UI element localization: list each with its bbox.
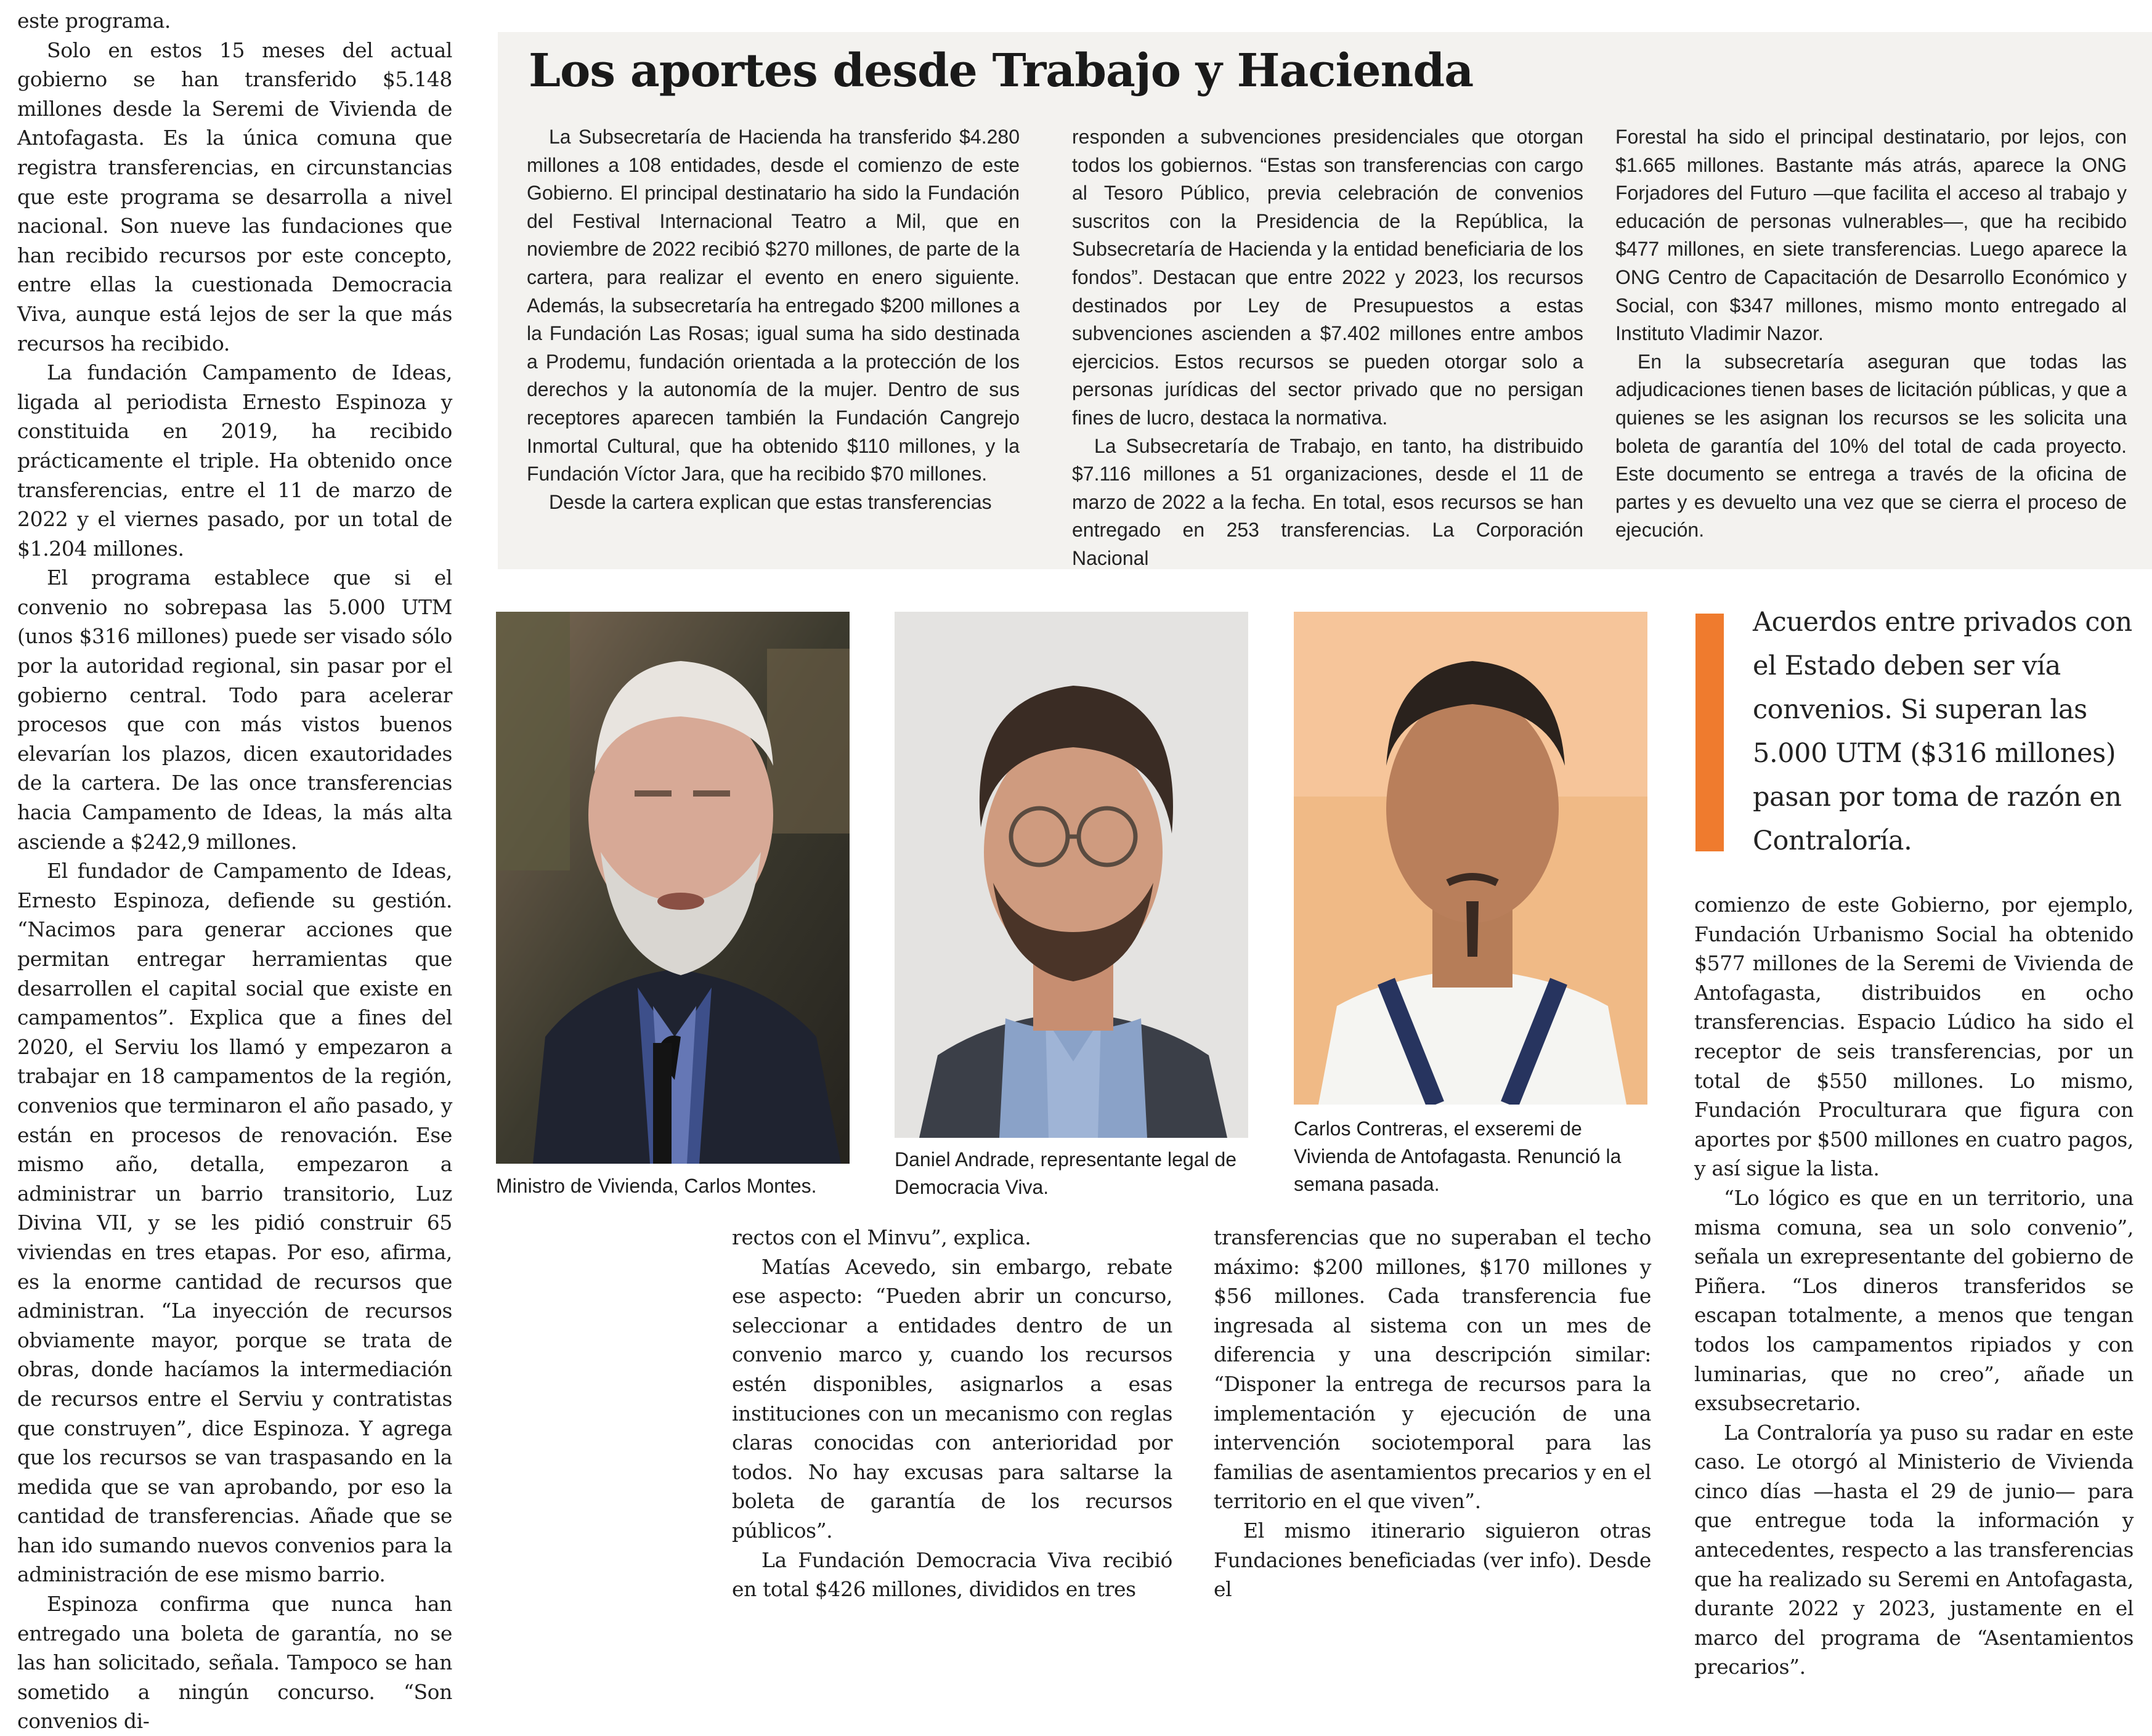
- inset-column-2: [1072, 123, 1583, 573]
- photo-daniel-andrade: [895, 612, 1248, 1138]
- col-c-para-1: El mismo itinerario siguieron otras Fundaciones beneficiadas (ver info). Desde el: [1214, 1518, 1651, 1602]
- col-c-para-0: transferencias que no superaban el techo máximo: $200 millones, $170 millones y $56 millones. Cada transferencia fue ingresada al sistema con un mes de diferencia y una descripción similar: “Disponer la entrega de recursos para la implementación y ejecución de una intervención sociotemporal para las familias de asentamientos precarios y en el territorio en el que viven”.: [1214, 1225, 1651, 1514]
- pull-quote-bar: [1695, 614, 1724, 851]
- col-b-para-0: rectos con el Minvu”, explica.: [732, 1225, 1031, 1249]
- col-b-para-1: Matías Acevedo, sin embargo, rebate ese aspecto: “Pueden abrir un concurso, seleccionar a entidades dentro de un convenio marco y, cuando los recursos estén disponibles, asignarlos a esas instituciones con un mecanismo con reglas claras conocidas con anterioridad por todos. No hay excusas para saltarse la boleta de garantía de los recursos públicos”.: [732, 1254, 1172, 1543]
- pull-quote: Acuerdos entre privados con el Estado deben ser vía convenios. Si superan las 5.000 UTM ($316 millones) pasan por toma de razón en Contraloría.: [1753, 607, 2132, 856]
- col-d-para-1: “Lo lógico es que en un territorio, una misma comuna, sea un solo convenio”, señala un exrepresentante del gobierno de Piñera. “Los dineros transferidos se escapan totalmente, a menos que tengan todos los campamentos ripiados y con luminarias, que no creo”, añade un exsubsecretario.: [1694, 1185, 2134, 1416]
- inset-col2-para-1: La Subsecretaría de Trabajo, en tanto, ha distribuido $7.116 millones a 51 organizaciones, desde el 11 de marzo de 2022 a la fecha. En total, esos recursos se han entregado en 253 transferencias. La Corporación Nacional: [1072, 434, 1583, 569]
- left-column: [17, 6, 452, 1736]
- caption-daniel-andrade: Daniel Andrade, representante legal de Democracia Viva.: [895, 1148, 1237, 1198]
- inset-col1-para-0: La Subsecretaría de Hacienda ha transferido $4.280 millones a 108 entidades, desde el comienzo de este Gobierno. El principal destinatario ha sido la Fundación del Festival Internacional Teatro a Mil, que en noviembre de 2022 recibió $270 millones, de parte de la cartera, para realizar el evento en enero siguiente. Además, la subsecretaría ha entregado $200 millones a la Fundación Las Rosas; igual suma ha sido destinada a Prodemu, fundación orientada a la protección de los derechos y la autonomía de la mujer. Dentro de sus receptores aparecen también la Fundación Cangrejo Inmortal Cultural, que ha obtenido $110 millones, y la Fundación Víctor Jara, que ha recibido $70 millones.: [527, 126, 1020, 485]
- inset-col3-para-0: Forestal ha sido el principal destinatario, por lejos, con $1.665 millones. Bastante más atrás, aparece la ONG Forjadores del Futuro —que facilita el acceso al trabajo y educación de personas vulnerables—, que ha recibido $477 millones, en siete transferencias. Luego aparece la ONG Centro de Capacitación de Desarrollo Económico y Social, con $347 millones, mismo monto entregado al Instituto Vladimir Nazor.: [1615, 126, 2127, 345]
- left-para-1: Solo en estos 15 meses del actual gobierno se han transferido $5.148 millones desde la Seremi de Vivienda de Antofagasta. Es la única comuna que registra transferencias, en circunstancias que este programa se desarrolla a nivel nacional. Son nueve las fundaciones que han recibido recursos por este concepto, entre ellas la cuestionada Democracia Viva, aunque está lejos de ser la que más recursos ha recibido.: [17, 38, 452, 355]
- left-para-4: El fundador de Campamento de Ideas, Ernesto Espinoza, defiende su gestión. “Nacimos para generar acciones que permitan entregar herramientas que desarrollen el capital social que existe en campamentos”. Explica que a fines del 2020, el Serviu los llamó y empezaron a trabajar en 18 campamentos de la región, convenios que terminaron el año pasado, y están en procesos de renovación. Ese mismo año, detalla, empezaron a administrar un barrio transitorio, Luz Divina VII, y se les pidió construir 65 viviendas en tres etapas. Por eso, afirma, es la enorme cantidad de recursos que administran. “La inyección de recursos obviamente mayor, porque se trata de obras, donde hacíamos la intermediación de recursos entre el Serviu y contratistas que construyen”, dice Espinoza. Y agrega que los recursos se van traspasando en la medida que se van aprobando, por eso la cantidad de transferencias. Añade que se han ido sumando nuevos convenios para la administración de ese mismo barrio.: [17, 859, 452, 1587]
- col-b-para-2: La Fundación Democracia Viva recibió en total $426 millones, divididos en tres: [732, 1547, 1172, 1602]
- inset-title: Los aportes desde Trabajo y Hacienda: [529, 44, 1474, 97]
- left-para-3: El programa establece que si el convenio no sobrepasa las 5.000 UTM (unos $316 millones) puede ser visado sólo por la autoridad regional, sin pasar por el gobierno central. Todo para acelerar procesos que con más vistos buenos elevarían los plazos, dicen exautoridades de la cartera. De las once transferencias hacia Campamento de Ideas, la más alta asciende a $242,9 millones.: [17, 566, 452, 854]
- inset-col3-para-1: En la subsecretaría aseguran que todas las adjudicaciones tienen bases de licitación públicas, y que a quienes se les asignan los recursos se les solicita una boleta de garantía del 10% del total de cada proyecto. Este documento se entrega a través de la oficina de partes y es devuelto una vez que se cierra el proceso de ejecución.: [1615, 350, 2127, 541]
- caption-carlos-contreras: Carlos Contreras, el exseremi de Vivienda de Antofagasta. Renunció la semana pasada.: [1294, 1117, 1622, 1195]
- column-b: [732, 1223, 1172, 1604]
- inset-column-3: [1615, 123, 2127, 545]
- photo-carlos-contreras: [1294, 612, 1647, 1105]
- inset-column-1: [527, 123, 1020, 516]
- photo-carlos-montes: [496, 612, 850, 1164]
- inset-col1-para-1: Desde la cartera explican que estas transferencias: [549, 490, 992, 513]
- column-d: [1694, 890, 2134, 1682]
- left-para-5: Espinoza confirma que nunca han entregado una boleta de garantía, no se las han solicitado, señala. Tampoco se han sometido a ningún concurso. “Son convenios di-: [17, 1592, 452, 1734]
- col-d-para-2: La Contraloría ya puso su radar en este caso. Le otorgó al Ministerio de Vivienda cinco días —hasta el 29 de junio— para que entregue toda la información y antecedentes, respecto a las transferencias que ha realizado su Seremi en Antofagasta, durante 2022 y 2023, justamente en el marco del programa de “Asentamientos precarios”.: [1694, 1420, 2134, 1679]
- inset-col2-para-0: responden a subvenciones presidenciales que otorgan todos los gobiernos. “Estas son transferencias con cargo al Tesoro Público, previa celebración de convenios suscritos con la Presidencia de la República, la Subsecretaría de Hacienda y la entidad beneficiaria de los fondos”. Destacan que entre 2022 y 2023, los recursos destinados por Ley de Presupuestos a estas subvenciones ascienden a $7.402 millones entre ambos ejercicios. Estos recursos se pueden otorgar solo a personas jurídicas del sector privado que no persigan fines de lucro, destaca la normativa.: [1072, 126, 1583, 429]
- left-para-0: este programa.: [17, 9, 171, 33]
- left-para-2: La fundación Campamento de Ideas, ligada al periodista Ernesto Espinoza y constituida en 2019, ha recibido prácticamente el triple. Ha obtenido once transferencias, entre el 11 de marzo de 2022 y el viernes pasado, por un total de $1.204 millones.: [17, 360, 452, 561]
- caption-carlos-montes: Ministro de Vivienda, Carlos Montes.: [496, 1175, 817, 1197]
- col-d-para-0: comienzo de este Gobierno, por ejemplo, Fundación Urbanismo Social ha obtenido $577 millones de la Seremi de Vivienda de Antofagasta, distribuidos en ocho transferencias. Espacio Lúdico ha sido el receptor de seis transferencias, por un total de $550 millones. Lo mismo, Fundación Proculturara que figura con aportes por $500 millones en cuatro pagos, y así sigue la lista.: [1694, 893, 2134, 1181]
- column-c: [1214, 1223, 1651, 1604]
